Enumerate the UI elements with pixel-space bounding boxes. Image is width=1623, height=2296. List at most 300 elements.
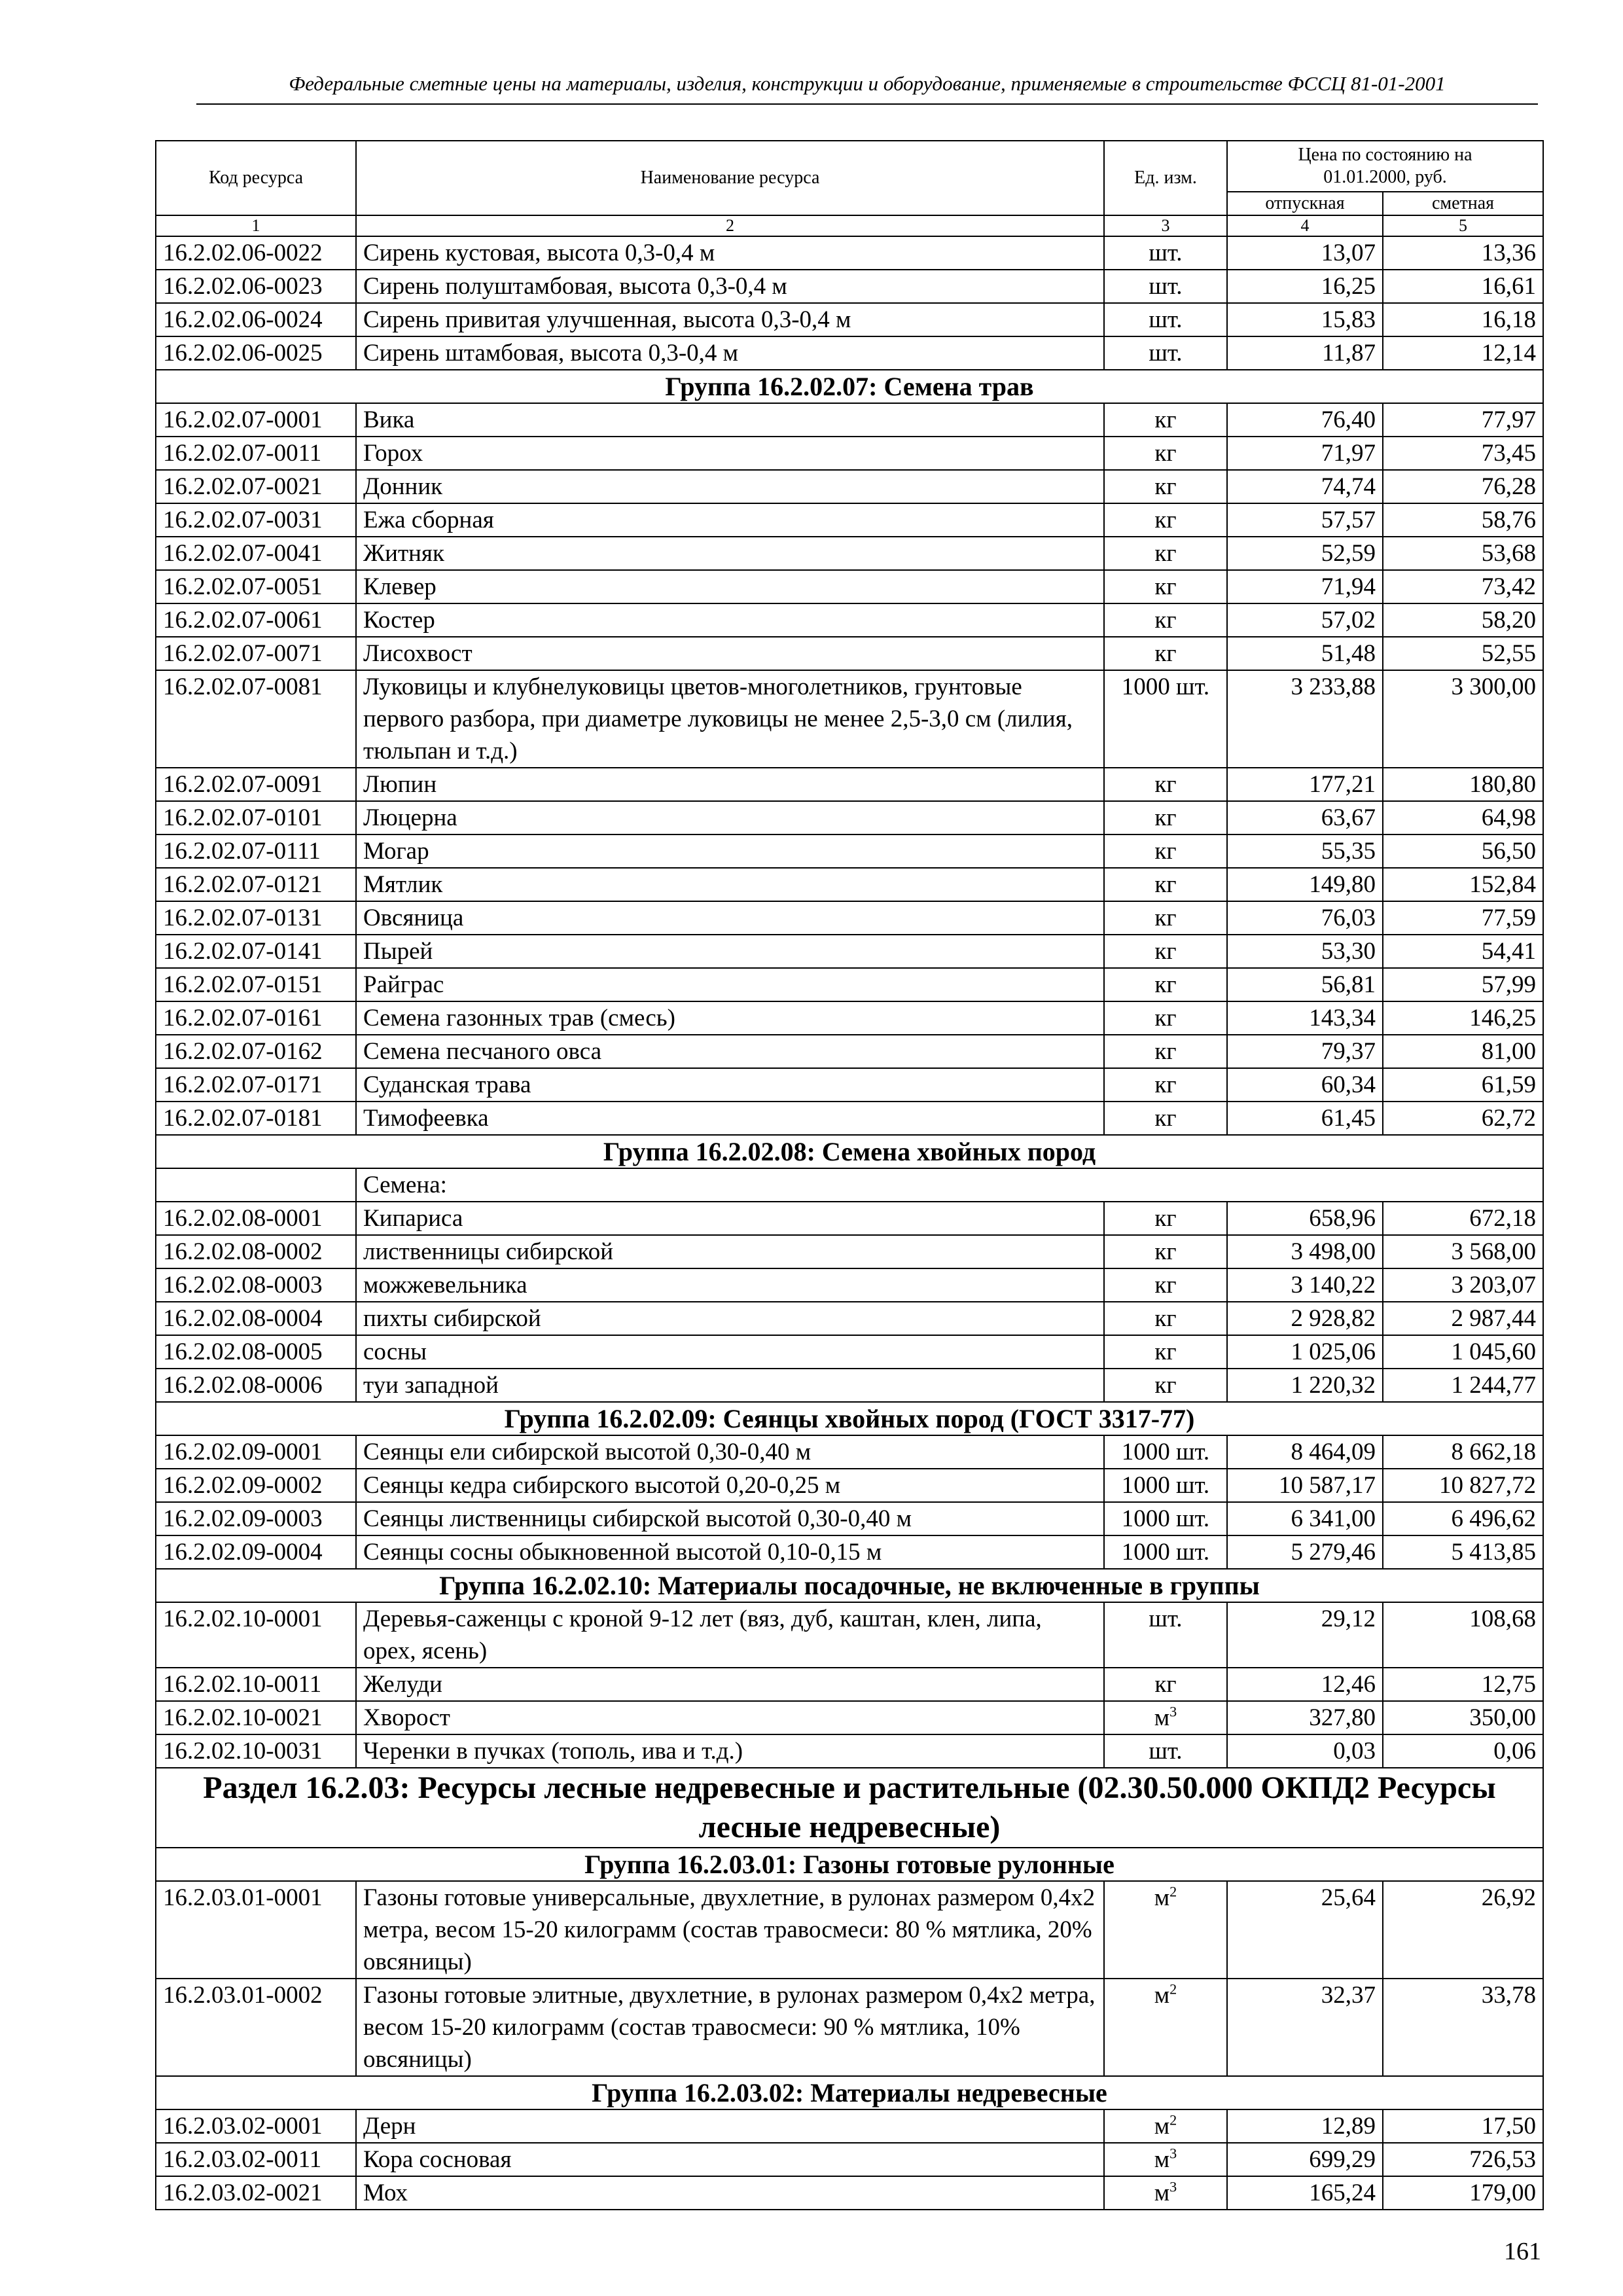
unit-cell (1104, 2143, 1227, 2176)
col-number: 4 (1227, 215, 1383, 236)
release-price: 12,46 (1227, 1668, 1383, 1701)
unit-label: м (1154, 2179, 1170, 2206)
resource-name: Желуди (356, 1668, 1104, 1701)
table-row (156, 570, 1543, 603)
section-heading: Раздел 16.2.03: Ресурсы лесные недревесные и растительные (02.30.50.000 ОКПД2 Ресурсы лесные недревесные) (156, 1768, 1543, 1848)
table-row (156, 603, 1543, 637)
table-row (156, 1602, 1543, 1668)
unit-label: кг (1154, 1305, 1177, 1332)
estimate-price: 0,06 (1383, 1734, 1543, 1768)
estimate-price: 77,97 (1383, 403, 1543, 437)
estimate-price: 2 987,44 (1383, 1302, 1543, 1335)
resource-name: Семена песчаного овса (356, 1035, 1104, 1068)
unit-label: кг (1154, 1071, 1177, 1098)
unit-label: кг (1154, 640, 1177, 667)
unit-cell (1104, 1068, 1227, 1102)
unit-label: шт. (1149, 1605, 1183, 1632)
running-header: Федеральные сметные цены на материалы, изделия, конструкции и оборудование, применяемые в строительстве ФССЦ 81-01-2001 (289, 72, 1446, 95)
table-row (156, 270, 1543, 303)
estimate-price: 76,28 (1383, 470, 1543, 503)
resource-code: 16.2.02.07-0091 (156, 768, 356, 801)
estimate-price: 726,53 (1383, 2143, 1543, 2176)
unit-label: 1000 шт. (1121, 673, 1210, 700)
unit-label: кг (1154, 971, 1177, 998)
resource-code: 16.2.02.07-0162 (156, 1035, 356, 1068)
unit-label: 1000 шт. (1121, 1505, 1210, 1532)
table-row (156, 1881, 1543, 1979)
resource-code: 16.2.02.07-0031 (156, 503, 356, 537)
release-price: 74,74 (1227, 470, 1383, 503)
resource-name: Вика (356, 403, 1104, 437)
table-row (156, 1369, 1543, 1402)
group-heading: Группа 16.2.03.02: Материалы недревесные (156, 2076, 1543, 2109)
unit-label: кг (1154, 507, 1177, 533)
estimate-price: 3 203,07 (1383, 1268, 1543, 1302)
resource-code: 16.2.02.07-0061 (156, 603, 356, 637)
resource-name: Люцерна (356, 801, 1104, 834)
resource-code: 16.2.02.10-0011 (156, 1668, 356, 1701)
unit-label: 1000 шт. (1121, 1539, 1210, 1566)
resource-name: пихты сибирской (356, 1302, 1104, 1335)
estimate-price: 52,55 (1383, 637, 1543, 670)
estimate-price: 152,84 (1383, 868, 1543, 901)
resource-code: 16.2.02.06-0025 (156, 336, 356, 370)
unit-cell (1104, 834, 1227, 868)
table-row (156, 1335, 1543, 1369)
resource-name: Горох (356, 437, 1104, 470)
release-price: 60,34 (1227, 1068, 1383, 1102)
section-heading-row (156, 1768, 1543, 1848)
release-price: 13,07 (1227, 236, 1383, 270)
table-row (156, 2109, 1543, 2143)
resource-code: 16.2.02.07-0111 (156, 834, 356, 868)
unit-cell (1104, 2176, 1227, 2210)
release-price: 3 233,88 (1227, 670, 1383, 768)
estimate-price: 56,50 (1383, 834, 1543, 868)
unit-label: кг (1154, 473, 1177, 500)
estimate-price: 53,68 (1383, 537, 1543, 570)
estimate-price: 108,68 (1383, 1602, 1543, 1668)
resource-name: Сирень штамбовая, высота 0,3-0,4 м (356, 336, 1104, 370)
table-row (156, 901, 1543, 935)
release-price: 8 464,09 (1227, 1435, 1383, 1469)
table-row (156, 968, 1543, 1001)
resource-code: 16.2.02.08-0006 (156, 1369, 356, 1402)
group-heading: Группа 16.2.02.10: Материалы посадочные, не включенные в группы (156, 1569, 1543, 1602)
unit-label: шт. (1149, 240, 1183, 266)
release-price: 658,96 (1227, 1202, 1383, 1235)
resource-name: Мох (356, 2176, 1104, 2210)
resource-name: Сеянцы лиственницы сибирской высотой 0,30-0,40 м (356, 1502, 1104, 1535)
release-price: 57,02 (1227, 603, 1383, 637)
col-number: 2 (356, 215, 1104, 236)
unit-cell (1104, 236, 1227, 270)
col-number: 3 (1104, 215, 1227, 236)
estimate-price: 3 568,00 (1383, 1235, 1543, 1268)
resource-code: 16.2.02.08-0003 (156, 1268, 356, 1302)
unit-exponent: 3 (1169, 1703, 1177, 1720)
unit-cell (1104, 1202, 1227, 1235)
unit-cell (1104, 1102, 1227, 1135)
table-row (156, 935, 1543, 968)
group-heading: Группа 16.2.03.01: Газоны готовые рулонные (156, 1848, 1543, 1881)
unit-cell (1104, 1268, 1227, 1302)
header-rule (196, 103, 1538, 105)
estimate-price: 10 827,72 (1383, 1469, 1543, 1502)
estimate-price: 64,98 (1383, 801, 1543, 834)
table-row (156, 637, 1543, 670)
release-price: 177,21 (1227, 768, 1383, 801)
release-price: 327,80 (1227, 1701, 1383, 1734)
resource-code: 16.2.02.10-0001 (156, 1602, 356, 1668)
unit-label: кг (1154, 1005, 1177, 1031)
resource-name: туи западной (356, 1369, 1104, 1402)
unit-cell (1104, 968, 1227, 1001)
resource-code: 16.2.02.08-0004 (156, 1302, 356, 1335)
table-row (156, 1268, 1543, 1302)
resource-name: Лисохвост (356, 637, 1104, 670)
unit-cell (1104, 1979, 1227, 2076)
resource-code: 16.2.02.07-0131 (156, 901, 356, 935)
resource-name: Хворост (356, 1701, 1104, 1734)
unit-label: кг (1154, 838, 1177, 865)
group-heading-row (156, 2076, 1543, 2109)
resource-name: Райграс (356, 968, 1104, 1001)
unit-label: кг (1154, 771, 1177, 798)
unit-cell (1104, 1535, 1227, 1569)
code-cell (156, 1168, 356, 1202)
resource-code: 16.2.02.07-0021 (156, 470, 356, 503)
resource-name: Сеянцы кедра сибирского высотой 0,20-0,25 м (356, 1469, 1104, 1502)
table-row (156, 1469, 1543, 1502)
estimate-price: 62,72 (1383, 1102, 1543, 1135)
table-row (156, 303, 1543, 336)
unit-label: кг (1154, 607, 1177, 634)
estimate-price: 73,45 (1383, 437, 1543, 470)
estimate-price: 3 300,00 (1383, 670, 1543, 768)
col-header-release: отпускная (1227, 192, 1383, 215)
subheading-label: Семена: (356, 1168, 1543, 1202)
unit-exponent: 2 (1169, 1981, 1177, 1998)
unit-label: м (1154, 1982, 1170, 2009)
resource-code: 16.2.02.07-0151 (156, 968, 356, 1001)
unit-cell (1104, 1369, 1227, 1402)
table-row (156, 503, 1543, 537)
release-price: 61,45 (1227, 1102, 1383, 1135)
resource-code: 16.2.02.09-0001 (156, 1435, 356, 1469)
estimate-price: 12,75 (1383, 1668, 1543, 1701)
unit-cell (1104, 868, 1227, 901)
resource-name: Тимофеевка (356, 1102, 1104, 1135)
resource-name: Овсяница (356, 901, 1104, 935)
resource-code: 16.2.03.02-0001 (156, 2109, 356, 2143)
table-row (156, 1035, 1543, 1068)
table-row (156, 1068, 1543, 1102)
col-header-unit: Ед. изм. (1104, 141, 1227, 215)
resource-code: 16.2.02.07-0101 (156, 801, 356, 834)
unit-label: шт. (1149, 340, 1183, 367)
table-row (156, 1979, 1543, 2076)
resource-name: Суданская трава (356, 1068, 1104, 1102)
unit-cell (1104, 637, 1227, 670)
resource-name: Донник (356, 470, 1104, 503)
unit-exponent: 3 (1169, 2178, 1177, 2195)
table-row (156, 1502, 1543, 1535)
estimate-price: 77,59 (1383, 901, 1543, 935)
col-number: 1 (156, 215, 356, 236)
unit-cell (1104, 570, 1227, 603)
group-heading: Группа 16.2.02.07: Семена трав (156, 370, 1543, 403)
table-row (156, 437, 1543, 470)
estimate-price: 8 662,18 (1383, 1435, 1543, 1469)
resource-code: 16.2.02.07-0161 (156, 1001, 356, 1035)
table-row (156, 403, 1543, 437)
group-heading-row (156, 1848, 1543, 1881)
resource-code: 16.2.02.07-0041 (156, 537, 356, 570)
release-price: 1 220,32 (1227, 1369, 1383, 1402)
resource-name: Семена газонных трав (смесь) (356, 1001, 1104, 1035)
estimate-price: 33,78 (1383, 1979, 1543, 2076)
resource-name: Газоны готовые универсальные, двухлетние, в рулонах размером 0,4х2 метра, весом 15-20 килограмм (состав травосмеси: 80 % мятлика, 20% овсяницы) (356, 1881, 1104, 1979)
resource-code: 16.2.02.07-0051 (156, 570, 356, 603)
resource-name: Газоны готовые элитные, двухлетние, в рулонах размером 0,4х2 метра, весом 15-20 килограмм (состав травосмеси: 90 % мятлика, 10% овсяницы) (356, 1979, 1104, 2076)
unit-label: м (1154, 2146, 1170, 2173)
unit-cell (1104, 935, 1227, 968)
table-row (156, 1001, 1543, 1035)
table-row (156, 1235, 1543, 1268)
resource-code: 16.2.03.02-0011 (156, 2143, 356, 2176)
table-row (156, 1302, 1543, 1335)
resource-name: Сирень привитая улучшенная, высота 0,3-0,4 м (356, 303, 1104, 336)
unit-cell (1104, 403, 1227, 437)
unit-label: шт. (1149, 1738, 1183, 1765)
unit-cell (1104, 1668, 1227, 1701)
release-price: 6 341,00 (1227, 1502, 1383, 1535)
table-row (156, 868, 1543, 901)
unit-cell (1104, 801, 1227, 834)
unit-cell (1104, 336, 1227, 370)
table-row (156, 801, 1543, 834)
col-header-name: Наименование ресурса (356, 141, 1104, 215)
estimate-price: 26,92 (1383, 1881, 1543, 1979)
estimate-price: 6 496,62 (1383, 1502, 1543, 1535)
unit-label: 1000 шт. (1121, 1472, 1210, 1499)
estimate-price: 13,36 (1383, 236, 1543, 270)
table-row (156, 2176, 1543, 2210)
release-price: 51,48 (1227, 637, 1383, 670)
estimate-price: 81,00 (1383, 1035, 1543, 1068)
resource-name: Сирень кустовая, высота 0,3-0,4 м (356, 236, 1104, 270)
estimate-price: 73,42 (1383, 570, 1543, 603)
release-price: 5 279,46 (1227, 1535, 1383, 1569)
resource-name: сосны (356, 1335, 1104, 1369)
release-price: 55,35 (1227, 834, 1383, 868)
unit-label: кг (1154, 573, 1177, 600)
release-price: 71,97 (1227, 437, 1383, 470)
col-header-price: Цена по состоянию на 01.01.2000, руб. (1227, 141, 1543, 192)
unit-label: кг (1154, 1038, 1177, 1065)
unit-cell (1104, 1502, 1227, 1535)
release-price: 12,89 (1227, 2109, 1383, 2143)
estimate-price: 5 413,85 (1383, 1535, 1543, 1569)
estimate-price: 1 045,60 (1383, 1335, 1543, 1369)
resource-code: 16.2.02.10-0021 (156, 1701, 356, 1734)
release-price: 165,24 (1227, 2176, 1383, 2210)
unit-cell (1104, 1302, 1227, 1335)
resource-name: Люпин (356, 768, 1104, 801)
resource-code: 16.2.02.07-0171 (156, 1068, 356, 1102)
unit-cell (1104, 270, 1227, 303)
unit-cell (1104, 768, 1227, 801)
resource-code: 16.2.02.07-0121 (156, 868, 356, 901)
release-price: 32,37 (1227, 1979, 1383, 2076)
resource-name: Сеянцы сосны обыкновенной высотой 0,10-0,15 м (356, 1535, 1104, 1569)
release-price: 11,87 (1227, 336, 1383, 370)
unit-cell (1104, 1469, 1227, 1502)
unit-label: кг (1154, 1372, 1177, 1399)
estimate-price: 1 244,77 (1383, 1369, 1543, 1402)
release-price: 143,34 (1227, 1001, 1383, 1035)
resource-code: 16.2.02.07-0011 (156, 437, 356, 470)
unit-exponent: 2 (1169, 1883, 1177, 1900)
unit-cell (1104, 603, 1227, 637)
unit-cell (1104, 1235, 1227, 1268)
release-price: 57,57 (1227, 503, 1383, 537)
resource-name: Житняк (356, 537, 1104, 570)
table-body (156, 236, 1543, 2210)
col-header-code: Код ресурса (156, 141, 356, 215)
unit-label: кг (1154, 1238, 1177, 1265)
table-row (156, 336, 1543, 370)
unit-label: кг (1154, 804, 1177, 831)
col-number: 5 (1383, 215, 1543, 236)
unit-exponent: 3 (1169, 2145, 1177, 2162)
resource-code: 16.2.02.06-0024 (156, 303, 356, 336)
release-price: 0,03 (1227, 1734, 1383, 1768)
page-number: 161 (1504, 2238, 1541, 2265)
estimate-price: 16,61 (1383, 270, 1543, 303)
unit-label: кг (1154, 440, 1177, 467)
release-price: 10 587,17 (1227, 1469, 1383, 1502)
unit-cell (1104, 1881, 1227, 1979)
unit-cell (1104, 503, 1227, 537)
group-heading-row (156, 1402, 1543, 1435)
resource-code: 16.2.02.09-0003 (156, 1502, 356, 1535)
resource-name: Черенки в пучках (тополь, ива и т.д.) (356, 1734, 1104, 1768)
resource-code: 16.2.02.07-0071 (156, 637, 356, 670)
unit-cell (1104, 1701, 1227, 1734)
estimate-price: 350,00 (1383, 1701, 1543, 1734)
release-price: 3 140,22 (1227, 1268, 1383, 1302)
unit-cell (1104, 303, 1227, 336)
release-price: 1 025,06 (1227, 1335, 1383, 1369)
estimate-price: 57,99 (1383, 968, 1543, 1001)
unit-label: кг (1154, 406, 1177, 433)
resource-name: Кипариса (356, 1202, 1104, 1235)
estimate-price: 61,59 (1383, 1068, 1543, 1102)
resource-code: 16.2.02.08-0002 (156, 1235, 356, 1268)
unit-cell (1104, 670, 1227, 768)
table-row (156, 1701, 1543, 1734)
resource-code: 16.2.02.07-0081 (156, 670, 356, 768)
unit-label: кг (1154, 540, 1177, 567)
estimate-price: 179,00 (1383, 2176, 1543, 2210)
table-row (156, 670, 1543, 768)
release-price: 2 928,82 (1227, 1302, 1383, 1335)
estimate-price: 17,50 (1383, 2109, 1543, 2143)
estimate-price: 146,25 (1383, 1001, 1543, 1035)
resource-code: 16.2.03.01-0002 (156, 1979, 356, 2076)
group-heading: Группа 16.2.02.08: Семена хвойных пород (156, 1135, 1543, 1168)
resource-name: Луковицы и клубнелуковицы цветов-многолетников, грунтовые первого разбора, при диаметре луковицы не менее 2,5-3,0 см (лилия, тюльпан и т.д.) (356, 670, 1104, 768)
unit-cell (1104, 2109, 1227, 2143)
resource-name: Клевер (356, 570, 1104, 603)
unit-cell (1104, 437, 1227, 470)
unit-label: кг (1154, 871, 1177, 898)
table-row (156, 1102, 1543, 1135)
release-price: 53,30 (1227, 935, 1383, 968)
unit-label: шт. (1149, 306, 1183, 333)
resource-code: 16.2.02.07-0181 (156, 1102, 356, 1135)
unit-label: кг (1154, 1105, 1177, 1132)
resource-code: 16.2.02.08-0001 (156, 1202, 356, 1235)
unit-cell (1104, 1001, 1227, 1035)
table-row (156, 768, 1543, 801)
group-heading-row (156, 370, 1543, 403)
subheading-row (156, 1168, 1543, 1202)
unit-cell (1104, 537, 1227, 570)
table-row (156, 537, 1543, 570)
resource-name: Сеянцы ели сибирской высотой 0,30-0,40 м (356, 1435, 1104, 1469)
group-heading: Группа 16.2.02.09: Сеянцы хвойных пород (ГОСТ 3317-77) (156, 1402, 1543, 1435)
release-price: 79,37 (1227, 1035, 1383, 1068)
resource-name: Ежа сборная (356, 503, 1104, 537)
resource-name: Пырей (356, 935, 1104, 968)
resource-name: Могар (356, 834, 1104, 868)
release-price: 76,40 (1227, 403, 1383, 437)
unit-label: кг (1154, 1338, 1177, 1365)
resource-code: 16.2.02.10-0031 (156, 1734, 356, 1768)
resource-name: Деревья-саженцы с кроной 9-12 лет (вяз, дуб, каштан, клен, липа, орех, ясень) (356, 1602, 1104, 1668)
unit-cell (1104, 1035, 1227, 1068)
unit-cell (1104, 1602, 1227, 1668)
release-price: 25,64 (1227, 1881, 1383, 1979)
unit-cell (1104, 1435, 1227, 1469)
release-price: 16,25 (1227, 270, 1383, 303)
release-price: 149,80 (1227, 868, 1383, 901)
estimate-price: 54,41 (1383, 935, 1543, 968)
release-price: 52,59 (1227, 537, 1383, 570)
unit-label: кг (1154, 938, 1177, 965)
unit-label: шт. (1149, 273, 1183, 300)
table-row (156, 1202, 1543, 1235)
resource-code: 16.2.02.06-0022 (156, 236, 356, 270)
table-row (156, 834, 1543, 868)
unit-cell (1104, 901, 1227, 935)
unit-cell (1104, 1335, 1227, 1369)
release-price: 56,81 (1227, 968, 1383, 1001)
resource-name: Кора сосновая (356, 2143, 1104, 2176)
resource-name: Дерн (356, 2109, 1104, 2143)
unit-cell (1104, 1734, 1227, 1768)
resource-code: 16.2.03.02-0021 (156, 2176, 356, 2210)
resource-code: 16.2.02.08-0005 (156, 1335, 356, 1369)
estimate-price: 58,76 (1383, 503, 1543, 537)
release-price: 29,12 (1227, 1602, 1383, 1668)
unit-label: 1000 шт. (1121, 1439, 1210, 1465)
resource-code: 16.2.02.07-0141 (156, 935, 356, 968)
group-heading-row (156, 1569, 1543, 1602)
